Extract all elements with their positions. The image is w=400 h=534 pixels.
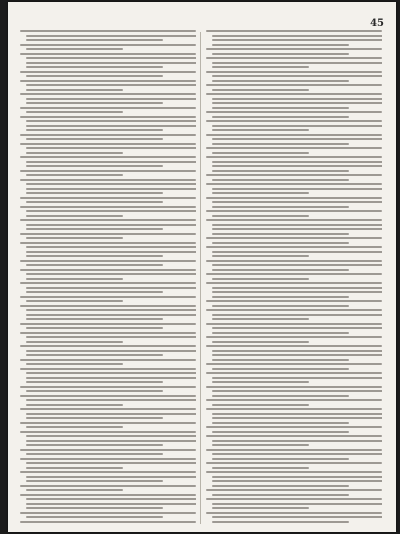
text-line [206, 219, 382, 221]
column-divider [200, 32, 201, 524]
text-line [212, 332, 349, 334]
text-line [26, 444, 163, 446]
text-line [212, 129, 309, 131]
text-line [206, 93, 382, 95]
text-line [26, 98, 196, 100]
text-line [206, 237, 382, 239]
text-line [20, 332, 196, 334]
text-line [26, 228, 163, 230]
text-line [20, 395, 196, 397]
text-line [26, 399, 196, 401]
text-line [206, 197, 382, 199]
text-line [26, 390, 163, 392]
text-line [212, 161, 382, 163]
text-line [212, 53, 349, 55]
text-line [20, 206, 196, 208]
text-line [26, 84, 196, 86]
text-line [206, 260, 382, 262]
text-line [20, 296, 196, 298]
text-line [26, 62, 196, 64]
text-line [26, 138, 163, 140]
text-line [26, 372, 196, 374]
text-line [20, 53, 196, 55]
text-line [212, 107, 349, 109]
text-line [206, 174, 382, 176]
text-line [26, 251, 196, 253]
right-column [206, 30, 382, 528]
text-line [26, 363, 123, 365]
text-line [206, 134, 382, 136]
text-line [20, 494, 196, 496]
text-line [26, 215, 123, 217]
text-line [206, 300, 382, 302]
text-line [26, 174, 123, 176]
text-line [26, 273, 196, 275]
text-line [206, 399, 382, 401]
text-line [20, 197, 196, 199]
text-line [212, 66, 309, 68]
text-line [212, 39, 382, 41]
text-line [212, 431, 349, 433]
text-line [212, 467, 309, 469]
text-line [212, 116, 349, 118]
text-line [26, 453, 163, 455]
text-line [206, 48, 382, 50]
text-line [212, 296, 349, 298]
text-line [212, 201, 382, 203]
text-line [20, 368, 196, 370]
text-line [212, 287, 382, 289]
text-line [212, 395, 349, 397]
text-line [206, 462, 382, 464]
text-line [206, 449, 382, 451]
text-line [212, 404, 309, 406]
text-line [26, 161, 196, 163]
text-line [26, 188, 196, 190]
text-line [212, 62, 382, 64]
text-line [20, 269, 196, 271]
text-line [26, 413, 196, 415]
text-line [26, 480, 163, 482]
text-line [26, 147, 196, 149]
text-line [206, 111, 382, 113]
text-line [206, 363, 382, 365]
text-line [26, 404, 123, 406]
text-line [20, 485, 196, 487]
text-line [212, 521, 349, 523]
text-line [212, 359, 349, 361]
text-line [26, 377, 196, 379]
text-line [26, 66, 163, 68]
text-line [212, 228, 382, 230]
text-line [20, 71, 196, 73]
text-line [212, 350, 382, 352]
text-line [206, 435, 382, 437]
text-line [20, 242, 196, 244]
text-line [20, 107, 196, 109]
text-line [20, 471, 196, 473]
text-line [212, 98, 382, 100]
text-line [26, 48, 123, 50]
text-line [212, 255, 309, 257]
text-line [206, 336, 382, 338]
text-line [26, 201, 163, 203]
text-line [212, 165, 382, 167]
text-line [26, 426, 123, 428]
text-line [20, 359, 196, 361]
text-line [212, 422, 349, 424]
text-line [212, 503, 382, 505]
text-line [206, 386, 382, 388]
text-line [26, 467, 123, 469]
text-line [212, 444, 309, 446]
text-line [212, 192, 309, 194]
text-line [212, 264, 382, 266]
text-line [26, 102, 163, 104]
text-line [26, 224, 196, 226]
text-line [26, 336, 196, 338]
text-line [26, 152, 123, 154]
text-line [206, 408, 382, 410]
text-line [206, 309, 382, 311]
text-line [20, 345, 196, 347]
text-line [20, 449, 196, 451]
text-line [26, 120, 196, 122]
text-line [212, 233, 349, 235]
text-line [26, 35, 196, 37]
text-line [20, 282, 196, 284]
text-line [206, 345, 382, 347]
text-line [20, 305, 196, 307]
text-line [26, 507, 163, 509]
text-line [212, 170, 349, 172]
text-line [212, 354, 382, 356]
text-line [20, 260, 196, 262]
text-line [212, 251, 382, 253]
text-line [212, 291, 382, 293]
text-line [212, 381, 309, 383]
text-line [26, 291, 163, 293]
text-line [212, 516, 382, 518]
text-line [212, 368, 349, 370]
text-line [26, 314, 196, 316]
text-line [26, 129, 163, 131]
text-line [212, 341, 309, 343]
text-line [20, 386, 196, 388]
text-line [20, 431, 196, 433]
text-line [206, 323, 382, 325]
text-line [212, 327, 382, 329]
text-line [26, 210, 196, 212]
text-line [206, 84, 382, 86]
text-line [20, 458, 196, 460]
text-line [212, 413, 382, 415]
text-line [206, 372, 382, 374]
text-line [20, 30, 196, 32]
text-line [206, 156, 382, 158]
text-line [206, 210, 382, 212]
text-line [26, 183, 196, 185]
text-line [26, 264, 163, 266]
text-line [206, 273, 382, 275]
text-line [26, 89, 123, 91]
text-line [212, 440, 382, 442]
text-line [206, 426, 382, 428]
text-line [26, 341, 123, 343]
text-line [212, 377, 382, 379]
text-line [212, 75, 382, 77]
text-line [206, 498, 382, 500]
text-line [212, 80, 349, 82]
text-line [26, 246, 196, 248]
text-line [212, 390, 382, 392]
text-line [26, 350, 196, 352]
text-line [20, 179, 196, 181]
text-line [212, 215, 309, 217]
text-line [206, 282, 382, 284]
text-line [206, 471, 382, 473]
text-line [212, 494, 349, 496]
text-line [26, 125, 196, 127]
text-line [20, 233, 196, 235]
text-line [26, 287, 196, 289]
text-line [26, 354, 163, 356]
text-line [212, 278, 309, 280]
text-line [26, 318, 163, 320]
text-line [20, 134, 196, 136]
text-line [212, 458, 349, 460]
text-line [212, 35, 382, 37]
text-line [20, 156, 196, 158]
text-line [26, 75, 163, 77]
text-line [26, 435, 196, 437]
text-line [206, 30, 382, 32]
text-line [212, 102, 382, 104]
directory-page [8, 2, 396, 532]
text-line [26, 255, 163, 257]
text-line [26, 440, 196, 442]
text-line [20, 44, 196, 46]
text-line [206, 489, 382, 491]
text-line [20, 408, 196, 410]
text-line [26, 327, 163, 329]
text-line [26, 417, 163, 419]
text-line [212, 242, 349, 244]
text-line [26, 381, 163, 383]
text-line [20, 93, 196, 95]
text-line [26, 165, 163, 167]
text-line [26, 462, 196, 464]
text-line [20, 143, 196, 145]
text-line [26, 489, 123, 491]
text-line [26, 57, 196, 59]
text-line [212, 480, 382, 482]
text-line [212, 89, 309, 91]
text-line [206, 71, 382, 73]
text-line [212, 485, 349, 487]
text-line [26, 476, 196, 478]
text-line [212, 125, 382, 127]
text-line [26, 503, 196, 505]
text-line [26, 300, 123, 302]
text-line [212, 206, 349, 208]
text-line [212, 188, 382, 190]
text-line [206, 183, 382, 185]
text-line [206, 147, 382, 149]
text-line [26, 192, 163, 194]
text-line [26, 309, 196, 311]
text-line [26, 39, 163, 41]
text-line [20, 323, 196, 325]
text-line [26, 237, 123, 239]
text-line [212, 269, 349, 271]
text-line [212, 143, 349, 145]
text-line [206, 512, 382, 514]
text-line [20, 80, 196, 82]
text-line [212, 179, 349, 181]
text-line [206, 57, 382, 59]
text-line [20, 521, 196, 523]
text-line [26, 516, 163, 518]
text-line [212, 305, 349, 307]
text-line [212, 314, 382, 316]
text-line [212, 224, 382, 226]
text-line [212, 44, 349, 46]
text-line [206, 246, 382, 248]
text-line [26, 498, 196, 500]
text-line [212, 417, 382, 419]
text-line [212, 507, 309, 509]
text-line [26, 111, 123, 113]
page-number: 45 [370, 18, 384, 29]
text-line [20, 512, 196, 514]
left-column [20, 30, 196, 528]
text-line [20, 422, 196, 424]
text-line [20, 219, 196, 221]
text-line [20, 116, 196, 118]
text-line [206, 120, 382, 122]
text-line [212, 138, 382, 140]
text-line [212, 318, 309, 320]
text-line [212, 453, 382, 455]
text-line [212, 152, 309, 154]
text-line [26, 278, 123, 280]
text-line [20, 170, 196, 172]
text-line [212, 476, 382, 478]
